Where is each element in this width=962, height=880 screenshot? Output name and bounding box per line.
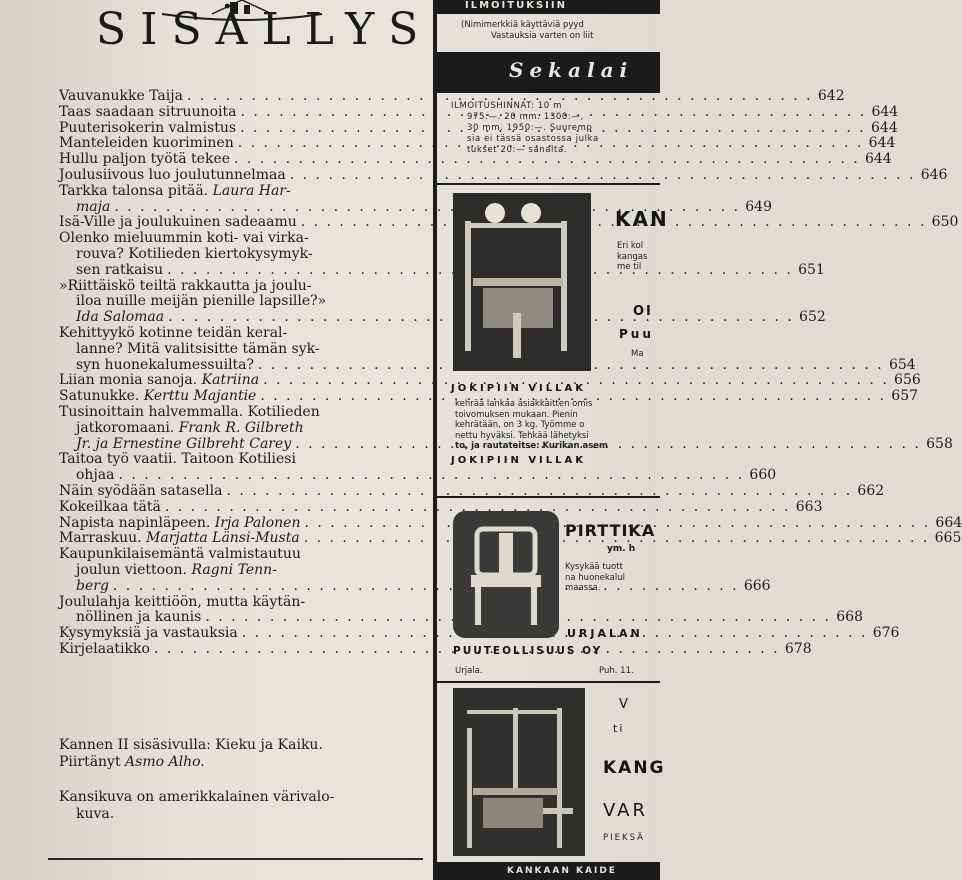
toc-title [59,626,238,642]
toc-entry [59,88,845,105]
price-line: sia ei tässä osastossa julka [467,134,599,144]
ad-line: kangas [617,251,648,262]
toc-title-text: Taitoa työ vaatii. Taitoon Kotiliesi [59,451,296,468]
toc-line [59,482,885,500]
toc-page-number: 642 [817,88,845,104]
jokipii-name-2: JOKIPIIN VILLAK [451,455,587,466]
toc-line [59,279,409,295]
toc-title [59,215,297,231]
toc-title-text: sen ratkaisu [76,261,164,278]
toc-title [76,563,277,579]
toc-title [59,184,291,200]
price-line: ILMOITUSHINNAT: 10 m [451,101,562,111]
toc-title-text: »Riittäiskö teiltä rakkautta ja joulu- [59,277,312,294]
toc-title [76,437,291,453]
toc-line [59,184,409,200]
toc-title [76,200,110,216]
toc-title-text: ohjaa [76,467,115,484]
toc-title-text: Vauvanukke Taija [59,88,183,104]
ad-line: kehrää lankaa asiakkaitten omis [455,399,593,409]
toc-author: Katriina [201,372,260,389]
toc-title-text: nöllinen ja kaunis [76,609,202,626]
ad-separator [437,681,660,683]
toc-title [76,358,254,374]
loom-photo-2 [453,688,585,856]
ad1-puu: Puu [619,327,654,341]
toc-page-number: 678 [784,640,812,657]
ads-top-bar: ILMOITUKSIIN [437,0,660,14]
toc-title [59,531,300,547]
notice-line: (Nimimerkkiä käyttäviä pyyd [461,20,584,30]
urjala-company: PUUTEOLLISUUS OY [453,645,603,657]
toc-author: Irja Palonen [214,514,301,531]
toc-title-text: Tusinoittain halvemmalla. Kotilieden [59,403,320,420]
toc-title [59,642,150,658]
ad2-text [565,562,625,594]
toc-title [59,500,161,516]
toc-author: maja [76,198,111,215]
toc-title-text: Kaupunkilaisemäntä valmistautuu [59,546,301,563]
note-line: kuva. [76,806,115,822]
toc-title [59,484,222,500]
toc-title-text: Hullu paljon työtä tekee [59,151,231,168]
toc-title-text: Tarkka talonsa pitää. [59,182,209,199]
ad-line: Eri kol [617,241,644,251]
page-title: SISÄLLYS [96,4,433,55]
note-line [59,754,409,771]
toc-entry [59,151,892,168]
ad-line: toivomuksen mukaan. Pienin [455,409,578,420]
toc-line [59,356,916,374]
chair-image-icon [453,511,559,638]
ad3-ti: ti [613,722,625,735]
note-text: Piirtänyt [59,754,126,770]
toc-title-text: rouva? Kotilieden kiertokysymyk- [76,245,313,262]
ad1-o: OI [633,304,653,319]
toc-page-number: 665 [934,530,962,547]
toc-page-number: 651 [798,261,825,278]
toc-title [76,610,201,626]
toc-line [59,595,409,611]
toc-title-text: Olenko mieluummin koti- vai virka- [59,230,309,247]
ad-line: me til [617,262,642,272]
toc-line [59,231,409,247]
toc-author: Kerttu Majantie [143,388,257,405]
ad3-v: V [619,697,628,712]
toc-title [76,468,114,484]
toc-page-number: 650 [931,214,959,231]
ad-line: nettu hyväksi. Tehkää lähetyksi [455,430,589,441]
chair-photo [453,511,559,638]
toc-line [59,247,409,263]
toc-line [59,563,409,579]
toc-title-text: Joulusiivous luo joulutunnelmaa [59,166,286,183]
loom-photo [453,193,591,371]
toc-line [59,547,409,563]
toc-line [59,151,892,168]
ad-line: na huonekalul [565,572,625,583]
toc-page-number: 662 [857,482,885,499]
toc-page-number: 660 [749,467,777,484]
toc-title [76,247,313,263]
toc-entry [59,498,823,516]
price-info [451,101,599,156]
toc-title-text: Kirjelaatikko [59,640,150,657]
note-line: Kansikuva on amerikkalainen värivalo- [59,789,335,805]
toc-page-number: 644 [868,135,896,152]
toc-title-text: Kehittyykö kotinne teidän keral- [59,324,288,341]
toc-title [76,342,320,358]
toc-title-text: Taas saadaan sitruunoita [59,103,237,120]
toc-author: berg [76,577,109,594]
toc-title-text: jatkoromaani. [76,419,175,436]
toc-title [59,595,305,611]
ads-column [437,0,669,880]
toc-title [59,405,320,421]
price-line: 30 mm. 1950:—. Suuremp [467,123,593,133]
urjala-name: URJALAN [567,627,643,640]
toc-title [76,579,109,595]
toc-page-number: 652 [799,309,826,326]
toc-title [76,263,163,279]
toc-title-text: lanne? Mitä valitsisitte tämän syk- [76,340,320,357]
loom-image-icon [453,193,591,371]
toc-line [59,405,409,421]
toc-author: Ida Salomaa [76,309,165,326]
toc-title-text: Isä-Ville ja joulukuinen sadeaamu [59,214,297,231]
price-line: tukset 20:— sanalta. [467,145,568,155]
toc-title [59,547,301,563]
toc-author: Ragni Tenn- [191,561,277,578]
toc-page-number: 663 [795,498,823,515]
toc-page-number: 644 [871,119,898,136]
toc-line [59,88,845,105]
ad3-heading: KANG [603,758,666,778]
toc-line [59,452,409,468]
ad-line: Kysykää tuott [565,562,623,572]
toc-title [59,168,286,184]
ad2-subheading: ym. h [607,544,636,554]
ad1-text [617,241,647,273]
toc-title-text: joulun viettoon. [76,561,187,578]
ad-separator [437,183,660,185]
cover-photo-note [59,789,409,823]
toc-page-number: 664 [935,514,962,531]
toc-page-number: 654 [888,356,916,373]
toc-title-text: Manteleiden kuoriminen [59,135,234,152]
toc-title [76,310,164,326]
ad-separator [437,496,660,498]
toc-title-text: Liian monia sanoja. [59,372,198,389]
ad3-var: VAR [603,800,648,821]
toc-page-number: 656 [894,372,921,389]
toc-title [59,516,300,532]
toc-title [59,105,237,121]
toc-line [59,166,948,184]
toc-entry [59,593,863,627]
toc-page-number: 668 [836,609,863,626]
toc-entry [59,182,772,216]
toc-title [59,279,312,295]
toc-title [59,89,183,105]
toc-entry [59,482,885,500]
toc-page-number: 658 [926,435,953,452]
toc-title [59,231,309,247]
toc-entry [59,166,948,184]
bottom-rule [48,858,423,860]
toc-page-number: 649 [745,198,772,215]
toc-title-text: iloa nuille meijän pienille lapsille?» [76,293,327,310]
toc-line [59,342,409,358]
ad-line: to, ja rautateitse: Kurikan asem [455,441,608,451]
jokipii-text [455,399,608,452]
toc-title [59,152,230,168]
toc-page-number: 646 [920,166,948,183]
note-line: Kannen II sisäsivulla: Kieku ja Kaiku. [59,737,323,753]
toc-page-number: 644 [864,151,892,168]
toc-author: Jr. ja Ernestine Gilbreht Carey [76,435,292,452]
masthead [0,0,433,62]
toc-title [59,373,259,389]
classified-banner [437,52,660,93]
toc-line [59,198,772,216]
toc-title-text: Joululahja keittiöön, mutta käytän- [59,593,306,610]
toc-page-number: 644 [871,103,899,120]
cover-inside-note [59,737,409,771]
classified-notice [461,20,593,42]
ad1-ma: Ma [631,349,644,359]
toc-title-text: Kysymyksiä ja vastauksia [59,625,238,642]
ad-line: kehrätään, on 3 kg. Työmme o [455,420,585,430]
classified-title: Sekalai [509,58,634,82]
toc-title-text: Kokeilkaa tätä [59,498,161,515]
toc-title [59,452,296,468]
urjala-phone: Puh. 11. [599,666,634,676]
notice-line: Vastauksia varten on liit [491,31,594,41]
toc-line [59,421,409,437]
ad3-town: PIEKSÄ [603,833,645,843]
toc-page-number: 666 [743,577,771,594]
price-line: 975:—. 20 mm. 1300:—, [467,112,584,122]
toc-title [76,294,326,310]
toc-title [59,136,234,152]
toc-title-text: Satunukke. [59,388,140,405]
toc-line [59,609,863,626]
ad2-heading: PIRTTIKA [565,521,656,540]
toc-title [59,389,256,405]
note-author: Asmo Alho. [125,754,205,770]
toc-title-text: syn huonekalumessuilta? [76,356,255,373]
toc-line [59,294,409,310]
toc-title-text: Marraskuu. [59,530,142,547]
ad-line: maassa. [565,583,601,593]
toc-title-text: Puuterisokerin valmistus [59,119,237,136]
toc-line [59,498,823,516]
urjala-town: Urjala. [455,666,483,676]
toc-title [59,326,287,342]
toc-title-text: Napista napinläpeen. [59,514,211,531]
jokipii-name: JOKIPIIN VILLAK [451,383,587,394]
toc-page-number: 676 [872,625,900,642]
toc-title-text: Näin syödään satasella [59,482,223,499]
toc-author: Frank R. Gilbreth [178,419,304,436]
ad1-heading: KAN [615,207,669,231]
toc-author: Laura Har- [212,182,291,199]
ads-bottom-bar: KANKAAN KAIDE [437,862,660,880]
toc-title [59,121,236,137]
toc-author: Marjatta Länsi-Musta [146,530,300,547]
toc-line [59,467,777,484]
toc-page-number: 657 [891,388,919,405]
loom-image-icon [453,688,585,856]
toc-title [76,421,304,437]
toc-line [59,326,409,342]
